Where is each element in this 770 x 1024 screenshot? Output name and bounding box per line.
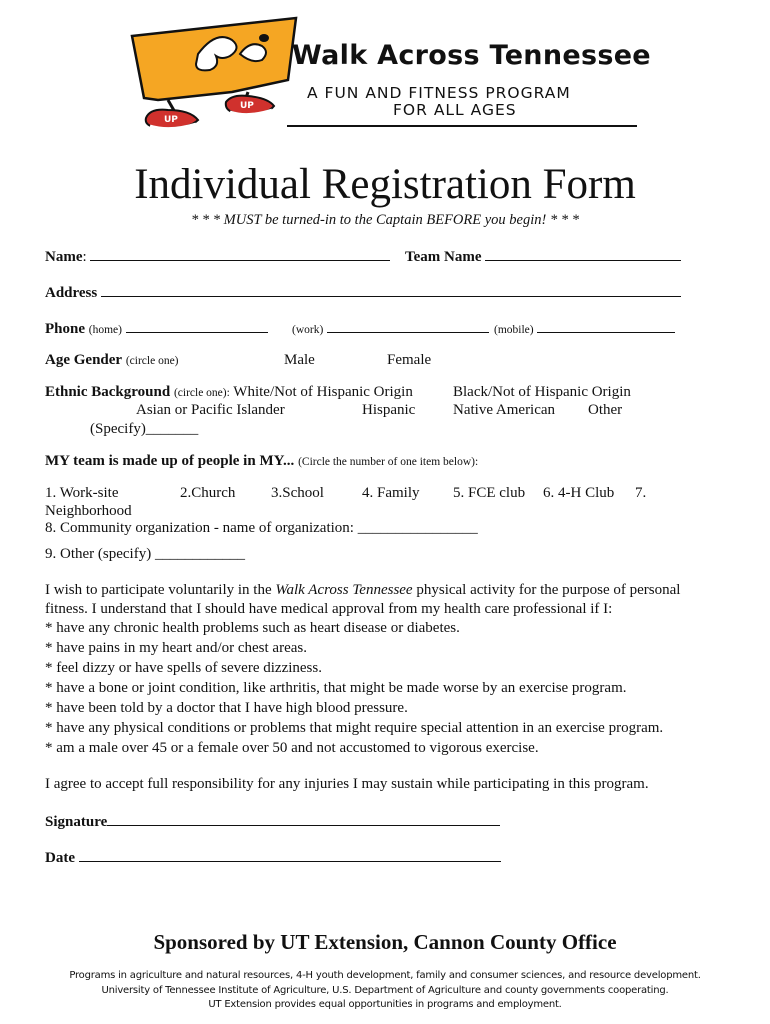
condition-text: have a bone or joint condition, like arthritis, that might be made worse by an exercise program. [56,680,627,696]
responsibility-statement: I agree to accept full responsibility for any injuries I may sustain while participating in this program. [45,776,649,792]
team-option-9[interactable]: 9. Other (specify) ____________ [45,546,245,562]
phone-mobile-label: (mobile) [494,324,534,336]
agreement-pre: I wish to participate voluntarily in the [45,582,276,598]
ethnic-option-native[interactable]: Native American [453,402,556,418]
age-gender-label: Age Gender [45,352,123,368]
ethnic-option-other[interactable]: Other [588,402,623,418]
agreement-program-name: Walk Across Tennessee [275,582,413,598]
condition-item-5 [45,700,408,717]
footer-line-2: University of Tennessee Institute of Agriculture, U.S. Department of Agriculture and county governments cooperating. [101,985,669,996]
signature-label: Signature [45,814,108,830]
ethnic-option-white[interactable]: White/Not of Hispanic Origin [233,384,413,400]
team-option-7-label: Neighborhood [45,503,132,519]
ethnic-option-asian[interactable]: Asian or Pacific Islander [136,402,285,418]
team-option-8[interactable]: 8. Community organization - name of organization: ________________ [45,520,478,536]
date-field[interactable] [79,848,501,862]
ethnic-option-hispanic[interactable]: Hispanic [362,402,416,418]
team-name-row [405,247,681,266]
address-label: Address [45,285,98,301]
condition-item-2 [45,640,307,657]
team-option-6[interactable]: 6. 4-H Club [543,485,615,501]
bullet-icon: * [45,740,53,756]
svg-text:UP: UP [164,115,178,125]
condition-text: have any chronic health problems such as heart disease or diabetes. [56,620,460,636]
logo-title: Walk Across Tennessee [292,40,651,71]
team-option-1[interactable]: 1. Work-site [45,485,119,501]
walk-across-tennessee-logo-icon [128,14,298,134]
ethnic-option-black[interactable]: Black/Not of Hispanic Origin [453,384,631,400]
condition-text: have pains in my heart and/or chest areas. [56,640,307,656]
agreement-line2: fitness. I understand that I should have medical approval from my health care professional if I: [45,601,613,617]
team-option-5[interactable]: 5. FCE club [453,485,526,501]
bullet-icon: * [45,680,53,696]
phone-mobile-field[interactable] [537,319,675,333]
date-row [45,848,501,867]
name-row [45,247,390,266]
team-option-4[interactable]: 4. Family [362,485,420,501]
team-option-2[interactable]: 2.Church [180,485,236,501]
phone-mobile-row [494,319,675,338]
condition-text: am a male over 45 or a female over 50 and not accustomed to vigorous exercise. [56,740,539,756]
logo-divider [287,125,637,127]
condition-text: have any physical conditions or problems that might require special attention in an exercise program. [56,720,664,736]
team-option-7[interactable]: 7. [635,485,647,501]
name-label: Name [45,249,83,265]
condition-text: have been told by a doctor that I have high blood pressure. [56,700,408,716]
date-label: Date [45,850,75,866]
bullet-icon: * [45,720,53,736]
page-title: Individual Registration Form [134,161,636,208]
signature-field[interactable] [107,812,500,826]
footer-line-3: UT Extension provides equal opportunities in programs and employment. [208,999,562,1010]
footer-line-1: Programs in agriculture and natural resources, 4-H youth development, family and consumer sciences, and resource development. [69,970,701,981]
age-gender-circle-note: (circle one) [125,355,179,367]
team-makeup-row [45,453,478,470]
team-makeup-note: (Circle the number of one item below): [298,456,479,468]
condition-item-1 [45,620,460,637]
svg-text:UP: UP [240,101,254,111]
name-field[interactable] [90,247,390,261]
age-gender-row [45,352,179,369]
logo-subtitle-line1: A FUN AND FITNESS PROGRAM [307,84,571,102]
phone-row [45,319,268,338]
ethnic-label: Ethnic Background [45,384,171,400]
bullet-icon: * [45,660,53,676]
ethnic-circle-note: (circle one): [173,387,230,399]
bullet-icon: * [45,640,53,656]
phone-work-row [292,319,489,338]
condition-item-4 [45,680,627,697]
signature-row [45,812,500,831]
condition-item-7 [45,740,539,757]
instruction-text: * * * MUST be turned-in to the Captain BEFORE you begin! * * * [191,212,579,228]
agreement-post: physical activity for the purpose of personal [412,582,681,598]
sponsor-heading: Sponsored by UT Extension, Cannon County Office [153,930,617,954]
condition-item-3 [45,660,322,677]
agreement-line1 [45,582,680,599]
phone-work-label: (work) [292,324,324,336]
bullet-icon: * [45,620,53,636]
address-row [45,283,681,302]
gender-option-female[interactable]: Female [387,352,432,368]
team-name-label: Team Name [405,249,482,265]
team-name-field[interactable] [485,247,681,261]
condition-text: feel dizzy or have spells of severe dizziness. [56,660,322,676]
phone-label: Phone [45,321,86,337]
gender-option-male[interactable]: Male [284,352,315,368]
name-colon: : [82,249,87,265]
logo-subtitle-line2: FOR ALL AGES [393,101,517,119]
ethnic-row [45,384,413,401]
phone-home-label: (home) [88,324,122,336]
condition-item-6 [45,720,663,737]
team-makeup-label: MY team is made up of people in MY... [45,453,295,469]
address-field[interactable] [101,283,681,297]
phone-work-field[interactable] [327,319,489,333]
team-option-3[interactable]: 3.School [271,485,324,501]
ethnic-specify-field[interactable]: (Specify)_______ [90,421,199,437]
phone-home-field[interactable] [126,319,268,333]
bullet-icon: * [45,700,53,716]
